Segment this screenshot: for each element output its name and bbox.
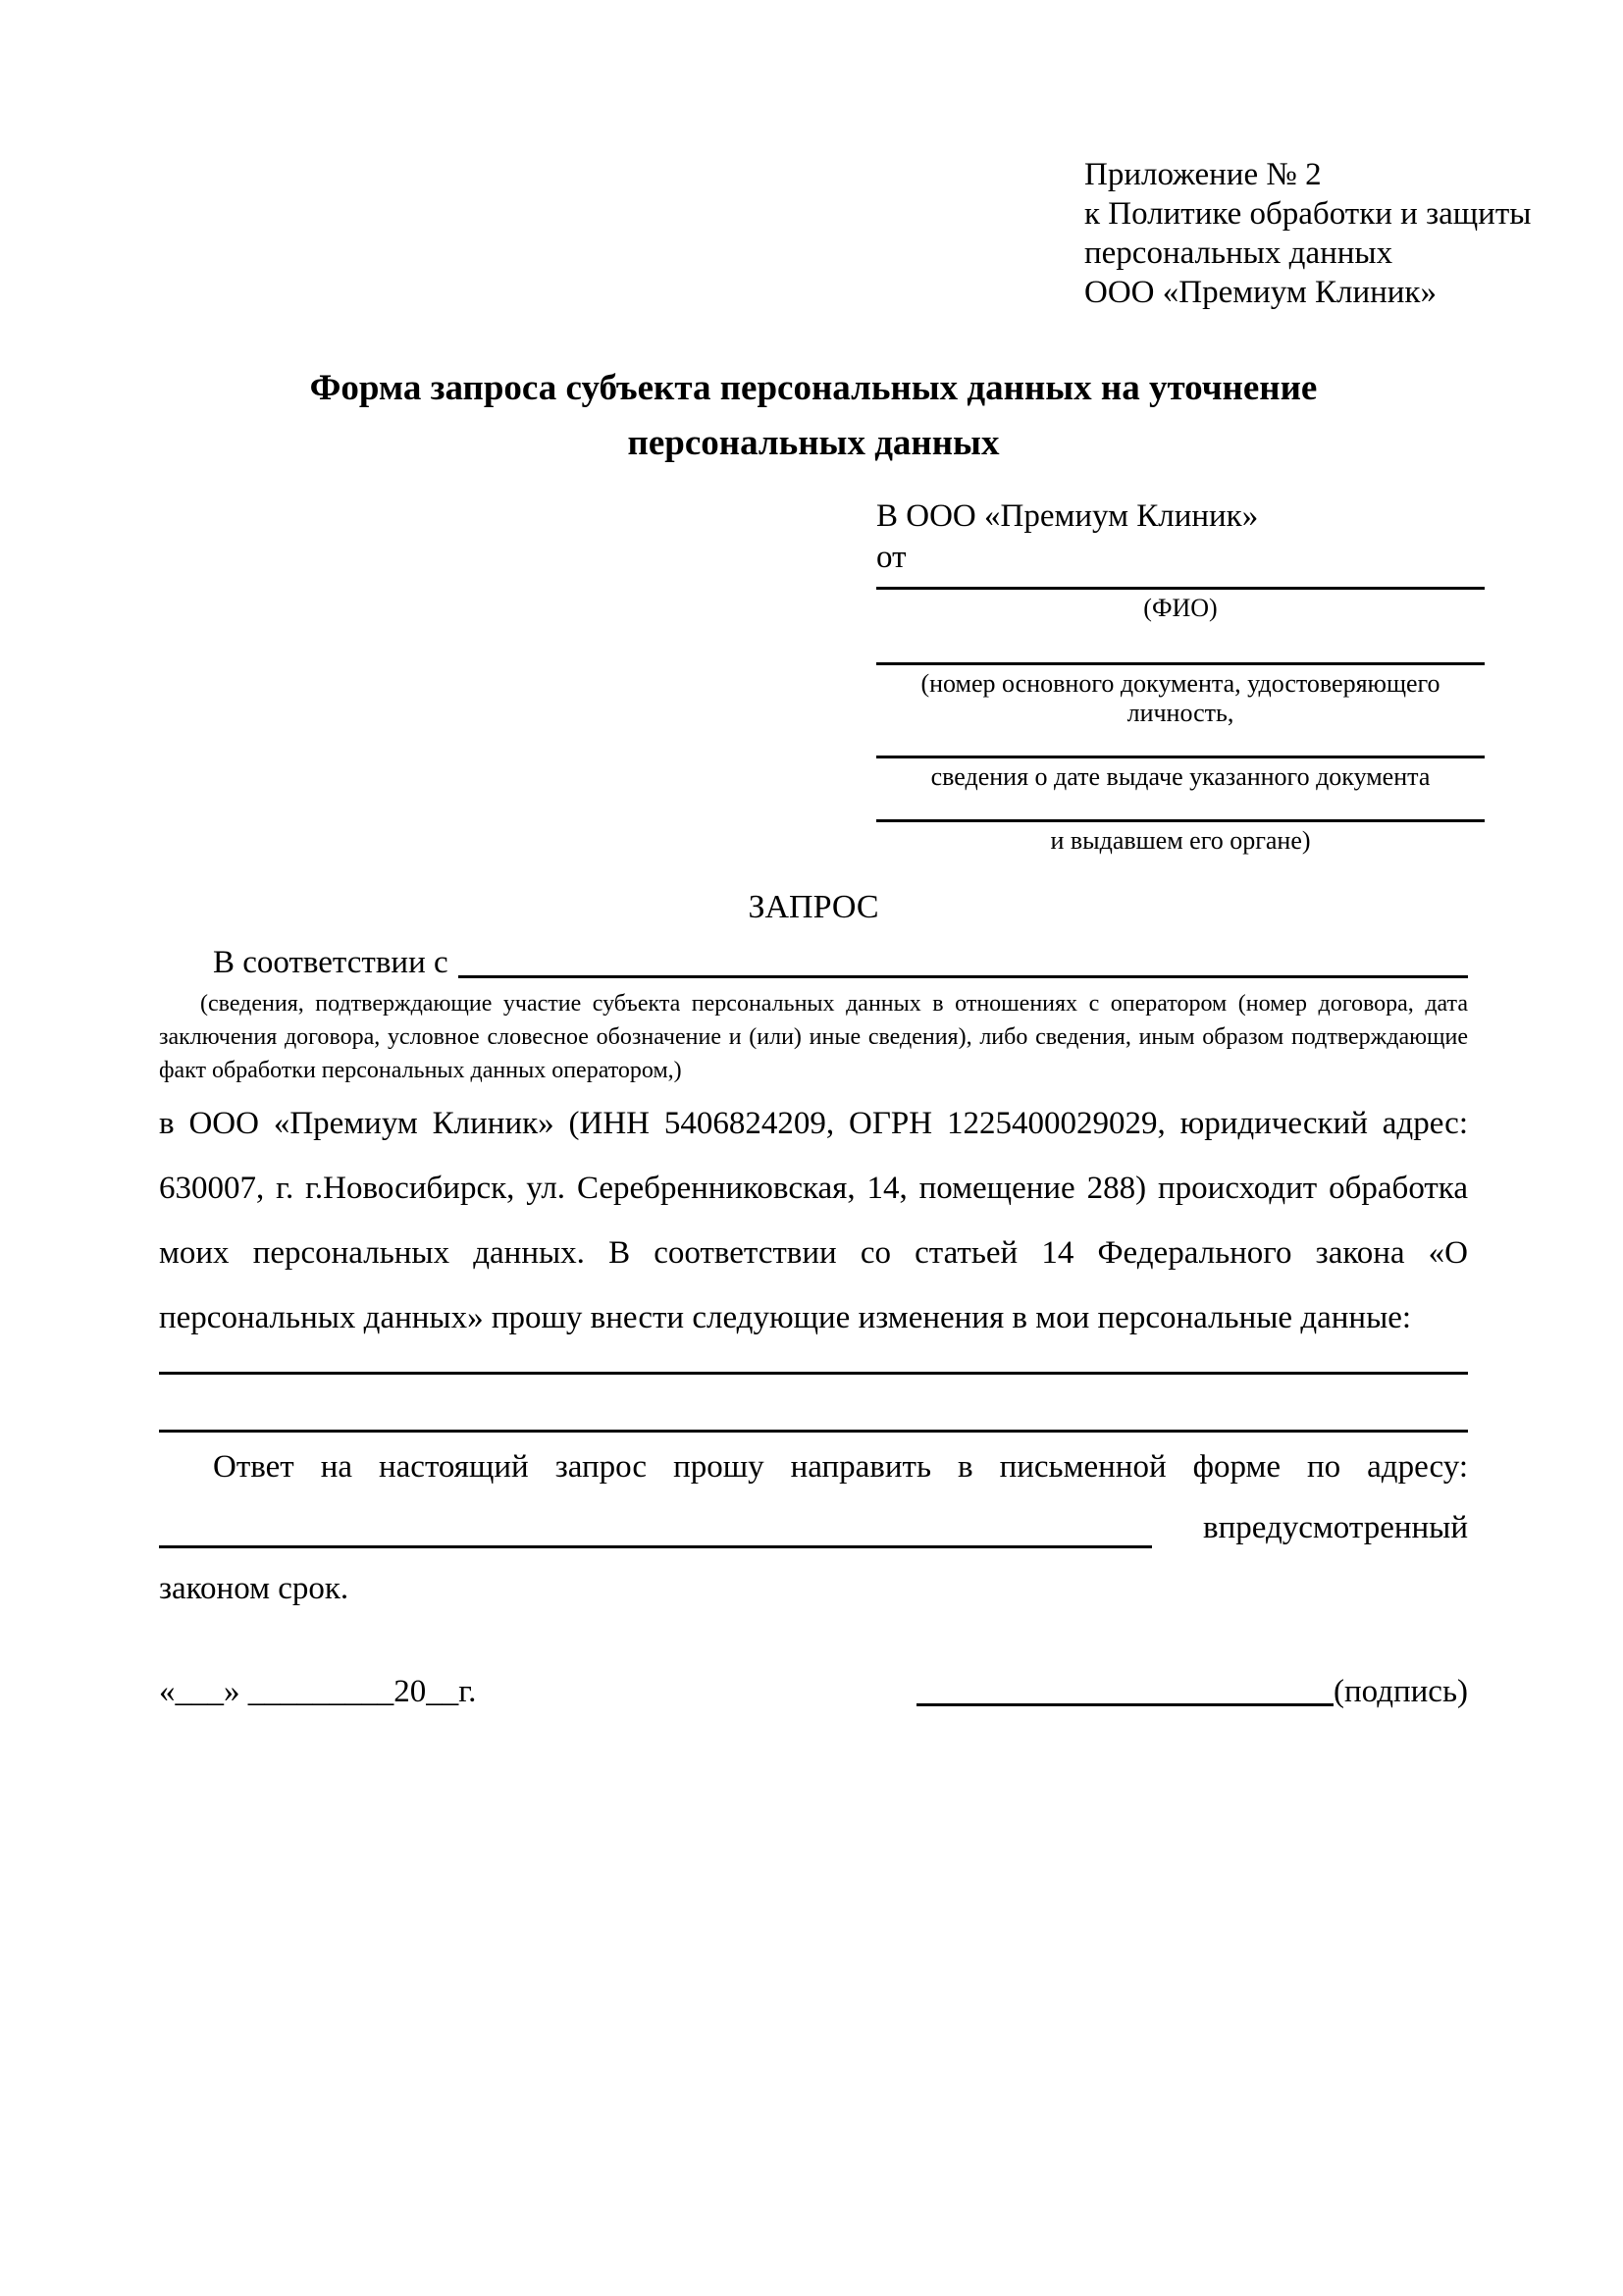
reply-tail-word-1: в	[1203, 1510, 1219, 1545]
addressee-to: В ООО «Премиум Клиник»	[876, 498, 1259, 534]
changes-fill-line-1	[159, 1372, 1468, 1375]
reply-tail-word-2: предусмотренный	[1218, 1510, 1468, 1545]
date-signature-row	[159, 1670, 1468, 1713]
basis-note: (сведения, подтверждающие участие субъекта персональных данных в отношениях с оператором (номер договора, дата заключения договора, условное словесное обозначение и (или) иные сведения), либо сведения, иным образом подтверждающие факт обработки персональных данных оператором,)	[159, 991, 1468, 1083]
id-doc-label: (номер основного документа, удостоверяющего личность,	[920, 669, 1440, 727]
issuer-label: и выдавшем его органе)	[1050, 826, 1311, 855]
page-title: Форма запроса субъекта персональных данных на уточнение персональных данных	[309, 368, 1318, 463]
addressee-from-label: от	[876, 540, 907, 575]
basis-fill-line	[458, 975, 1468, 978]
request-heading: ЗАПРОС	[748, 889, 879, 925]
signature-group	[916, 1670, 1468, 1713]
basis-lead-text: В соответствии с	[213, 945, 448, 980]
request-body-paragraph: в ООО «Премиум Клиник» (ИНН 5406824209, ОГРН 1225400029029, юридический адрес: 630007, г. г.Новосибирск, ул. Серебренниковская, 14, помещение 288) происходит обработка моих персональных данных. В соответствии со статьей 14 Федерального закона «О персональных данных» прошу внести следующие изменения в мои персональные данные:	[159, 1106, 1468, 1335]
reply-tail-line: законом срок.	[159, 1571, 349, 1606]
addressee-block	[876, 495, 1485, 856]
address-fill-line	[159, 1545, 1152, 1548]
date-fill-text: «___» _________20__г.	[159, 1674, 477, 1709]
appendix-line-4: ООО «Премиум Клиник»	[1084, 275, 1437, 310]
fio-label: (ФИО)	[1143, 594, 1218, 622]
reply-fill-row	[159, 1497, 1468, 1558]
appendix-line-3: персональных данных	[1084, 235, 1393, 271]
issue-date-label: сведения о дате выдаче указанного документа	[930, 762, 1431, 791]
appendix-line-2: к Политике обработки и защиты	[1084, 196, 1532, 232]
signature-fill-line	[916, 1703, 1334, 1706]
reply-paragraph: Ответ на настоящий запрос прошу направить в письменной форме по адресу:	[213, 1449, 1468, 1485]
document-content	[159, 155, 1532, 1713]
appendix-block	[1084, 155, 1532, 312]
appendix-line-1: Приложение № 2	[1084, 157, 1322, 192]
basis-line	[159, 942, 1468, 983]
changes-fill-line-2	[159, 1430, 1468, 1433]
signature-label: (подпись)	[1334, 1674, 1468, 1709]
